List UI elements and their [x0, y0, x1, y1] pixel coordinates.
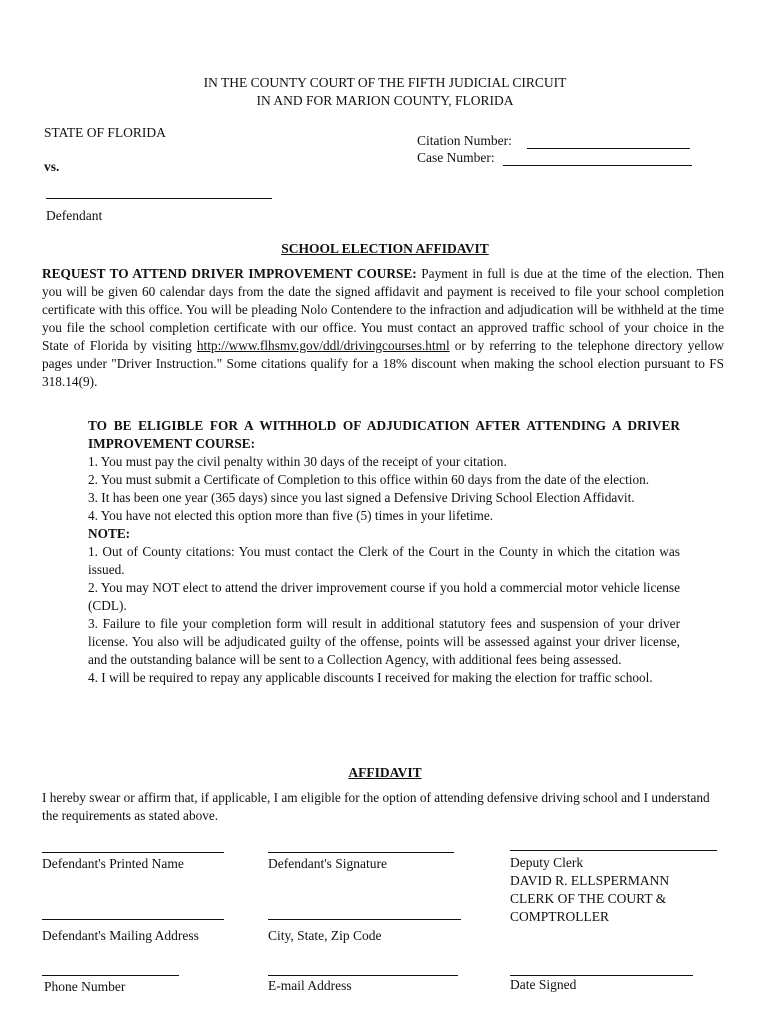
- clerk-title: CLERK OF THE COURT &: [510, 891, 667, 906]
- phone-label: Phone Number: [44, 979, 126, 994]
- note-heading: NOTE:: [88, 526, 131, 541]
- email-line[interactable]: [268, 975, 458, 976]
- eligibility-item: 3. It has been one year (365 days) since you last signed a Defensive Driving School Election Affidavit.: [88, 490, 635, 505]
- plaintiff-label: STATE OF FLORIDA: [44, 125, 166, 140]
- defendant-name-field[interactable]: [46, 198, 272, 199]
- date-signed-line[interactable]: [510, 975, 693, 976]
- court-header-line2: IN AND FOR MARION COUNTY, FLORIDA: [256, 93, 514, 108]
- email-label: E-mail Address: [268, 978, 352, 993]
- request-paragraph: [42, 265, 724, 391]
- note-item: 1. Out of County citations: You must contact the Clerk of the Court in the County in which the citation was issued.: [88, 544, 680, 577]
- mailing-address-label: Defendant's Mailing Address: [42, 928, 199, 943]
- clerk-title-cont: COMPTROLLER: [510, 909, 610, 924]
- date-signed-label: Date Signed: [510, 977, 577, 992]
- eligibility-item: 1. You must pay the civil penalty within 30 days of the receipt of your citation.: [88, 454, 507, 469]
- eligibility-heading: TO BE ELIGIBLE FOR A WITHHOLD OF ADJUDICATION AFTER ATTENDING A DRIVER IMPROVEMENT COURSE:: [88, 418, 680, 451]
- request-heading: REQUEST TO ATTEND DRIVER IMPROVEMENT COURSE:: [42, 266, 417, 281]
- phone-line[interactable]: [42, 975, 179, 976]
- citation-number-field[interactable]: [527, 148, 690, 149]
- eligibility-block: [88, 417, 680, 687]
- note-item: 3. Failure to file your completion form will result in additional statutory fees and suspension of your driver license. You also will be adjudicated guilty of the offense, points will be assessed against your driver license, and the outstanding balance will be sent to a Collection Agency, with additional fees being assessed.: [88, 616, 680, 667]
- driving-courses-link[interactable]: http://www.flhsmv.gov/ddl/drivingcourses.html: [196, 338, 450, 353]
- page-title: SCHOOL ELECTION AFFIDAVIT: [281, 241, 489, 256]
- note-item: 2. You may NOT elect to attend the driver improvement course if you hold a commercial motor vehicle license (CDL).: [88, 580, 680, 613]
- case-number-field[interactable]: [503, 165, 692, 166]
- eligibility-item: 4. You have not elected this option more than five (5) times in your lifetime.: [88, 508, 494, 523]
- affidavit-text: I hereby swear or affirm that, if applicable, I am eligible for the option of attending defensive driving school and I understand the requirements as stated above.: [42, 790, 710, 823]
- deputy-clerk-line: [510, 850, 717, 851]
- printed-name-line[interactable]: [42, 852, 224, 853]
- defendant-label: Defendant: [46, 208, 103, 223]
- affidavit-heading: AFFIDAVIT: [348, 765, 422, 780]
- case-number-label: Case Number:: [417, 150, 495, 165]
- city-state-zip-label: City, State, Zip Code: [268, 928, 382, 943]
- city-state-zip-line[interactable]: [268, 919, 461, 920]
- court-header-line1: IN THE COUNTY COURT OF THE FIFTH JUDICIAL CIRCUIT: [203, 75, 567, 90]
- printed-name-label: Defendant's Printed Name: [42, 856, 184, 871]
- signature-line[interactable]: [268, 852, 454, 853]
- clerk-name: DAVID R. ELLSPERMANN: [510, 873, 670, 888]
- signature-label: Defendant's Signature: [268, 856, 388, 871]
- request-text: Payment in full is due at the time of the election. Then you will be given 60 calendar days from the date the signed affidavit and payment is received to file your school completion certificate with this office. You will be pleading Nolo Contendere to the infraction and adjudication will be withheld at the time you file the school completion certificate with our office. You must contact an approved traffic school of your choice in the State of Florida by visiting: [42, 266, 725, 353]
- deputy-clerk-label: Deputy Clerk: [510, 855, 584, 870]
- request-text-continued: or by referring to the telephone directory yellow pages under "Driver Instruction." Some citations qualify for a 18% discount when making the school election pursuant to FS 318.14(9).: [42, 338, 724, 389]
- mailing-address-line[interactable]: [42, 919, 224, 920]
- note-item: 4. I will be required to repay any applicable discounts I received for making the election for traffic school.: [88, 670, 653, 685]
- eligibility-item: 2. You must submit a Certificate of Completion to this office within 60 days from the date of the election.: [88, 472, 650, 487]
- citation-number-label: Citation Number:: [417, 133, 512, 148]
- versus-label: vs.: [44, 159, 60, 174]
